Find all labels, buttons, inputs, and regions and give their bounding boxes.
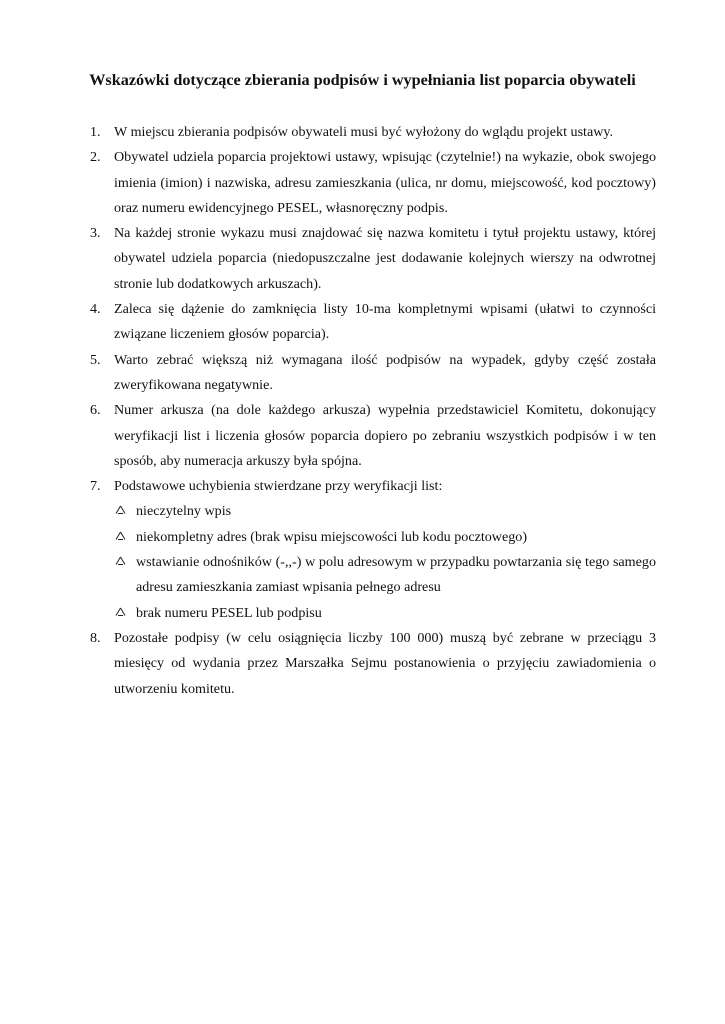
caret-up-outline-icon	[114, 601, 128, 626]
item-number: 5.	[90, 351, 101, 368]
list-item	[90, 398, 656, 474]
item-number: 1.	[90, 124, 101, 140]
list-item	[90, 221, 656, 297]
item-number: 6.	[90, 402, 101, 419]
item-text: Numer arkusza (na dole każdego arkusza) wypełnia przedstawiciel Komitetu, dokonujący weryfikacji list i liczenia głosów poparcia dopiero po zebraniu wszystkich podpisów i w ten sposób, aby numeracja arkuszy była spójna.	[114, 402, 656, 469]
item-text: Podstawowe uchybienia stwierdzane przy weryfikacji list:	[114, 478, 443, 495]
instructions-list	[90, 120, 656, 702]
item-number: 2.	[90, 149, 101, 166]
list-item	[90, 145, 656, 221]
item-text: W miejscu zbierania podpisów obywateli musi być wyłożony do wglądu projekt ustawy.	[114, 124, 614, 140]
list-item	[90, 474, 656, 626]
sublist-item-text: wstawianie odnośników (-,,-) w polu adresowym w przypadku powtarzania się tego samego adresu zamieszkania zamiast wpisania pełnego adresu	[136, 554, 656, 596]
list-item	[90, 120, 656, 145]
item-number: 8.	[90, 629, 101, 646]
item-text: Obywatel udziela poparcia projektowi ustawy, wpisując (czytelnie!) na wykazie, obok swojego imienia (imion) i nazwiska, adresu zamieszkania (ulica, nr domu, miejscowość, kod pocztowy) oraz numeru ewidencyjnego PESEL, własnoręczny podpis.	[114, 149, 656, 216]
item-number: 3.	[90, 225, 101, 242]
sublist-item-text: brak numeru PESEL lub podpisu	[136, 604, 322, 621]
item-number: 4.	[90, 301, 101, 318]
list-item	[90, 348, 656, 399]
sublist-item	[114, 601, 656, 626]
list-item	[90, 626, 656, 702]
item-text: Pozostałe podpisy (w celu osiągnięcia liczby 100 000) muszą być zebrane w przeciągu 3 miesięcy od wydania przez Marszałka Sejmu postanowienia o przyjęciu zawiadomienia o utworzeniu komitetu.	[114, 629, 656, 697]
sublist-item-text: nieczytelny wpis	[136, 503, 232, 520]
item-text: Zaleca się dążenie do zamknięcia listy 10-ma kompletnymi wpisami (ułatwi to czynności związane liczeniem głosów poparcia).	[114, 301, 656, 343]
caret-up-outline-icon	[114, 525, 128, 550]
caret-up-outline-icon	[114, 499, 128, 524]
deficiencies-sublist	[114, 499, 656, 625]
sublist-item-text: niekompletny adres (brak wpisu miejscowości lub kodu pocztowego)	[136, 528, 528, 545]
item-text: Na każdej stronie wykazu musi znajdować się nazwa komitetu i tytuł projektu ustawy, której obywatel udziela poparcia (niedopuszczalne jest dodawanie kolejnych wierszy na odwrotnej stronie lub dodatkowych arkuszach).	[114, 225, 656, 292]
caret-up-outline-icon	[114, 550, 128, 575]
sublist-item	[114, 550, 656, 601]
sublist-item	[114, 499, 656, 524]
list-item	[90, 297, 656, 348]
item-text: Warto zebrać większą niż wymagana ilość podpisów na wypadek, gdyby część została zweryfikowana negatywnie.	[114, 351, 656, 393]
item-number: 7.	[90, 478, 101, 495]
sublist-item	[114, 525, 656, 550]
document-title: Wskazówki dotyczące zbierania podpisów i wypełniania list poparcia obywateli	[89, 71, 636, 89]
